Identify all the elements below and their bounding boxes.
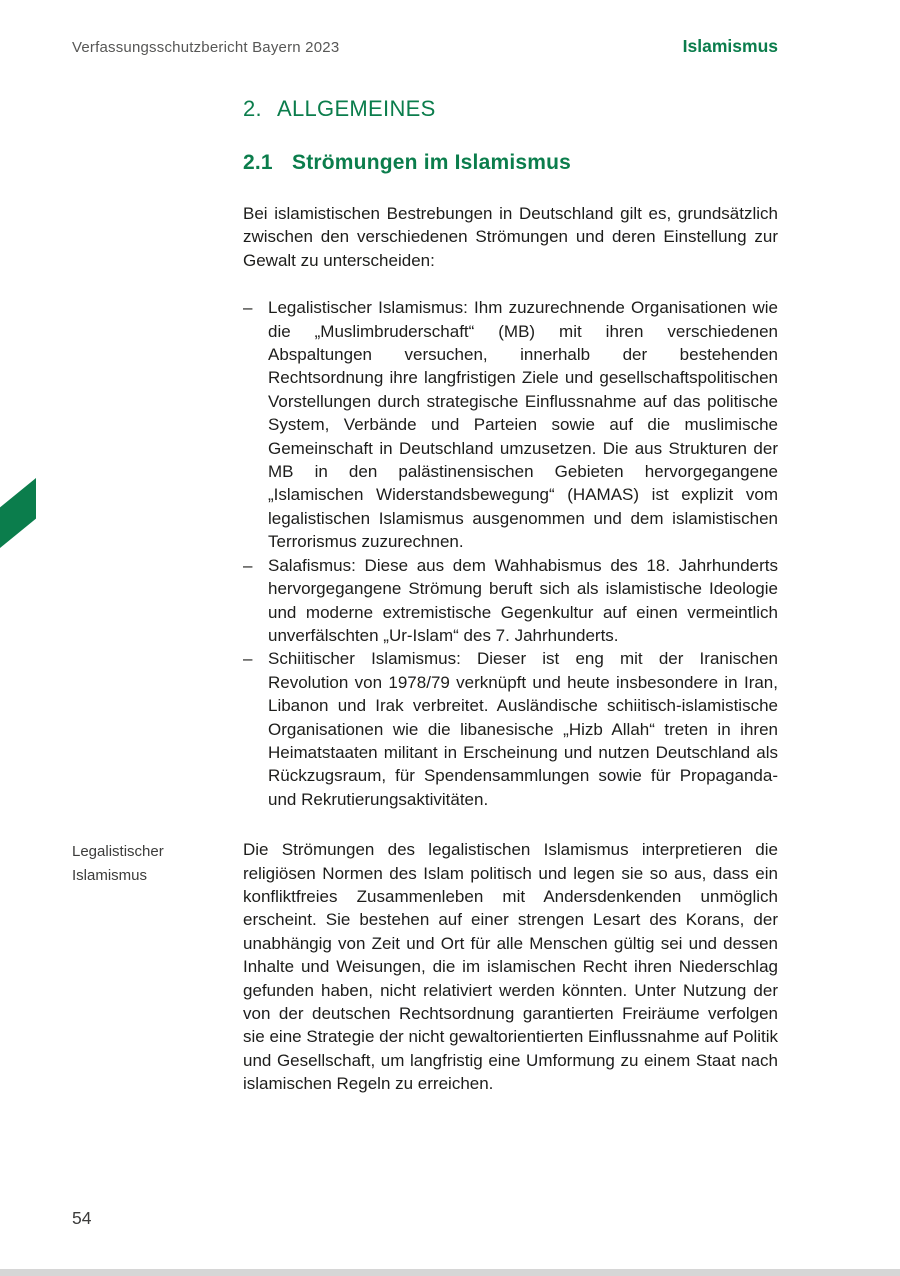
paragraph-block	[72, 838, 778, 1095]
green-triangle-decoration	[0, 478, 36, 548]
list-item	[243, 554, 778, 648]
section-heading	[243, 96, 778, 122]
body-paragraph: Die Strömungen des legalistischen Islamismus interpretieren die religiösen Normen des Islam politisch und legen sie so aus, dass ein konfliktfreies Zusammenleben mit Andersdenkenden unmöglich erscheint. Sie bestehen auf einer strengen Lesart des Korans, der unabhängig von Zeit und Ort für alle Menschen gültig sei und dessen Inhalte und Weisungen, die im islamischen Recht ihren Niederschlag gefunden haben, nicht relativiert werden könnten. Unter Nutzung der von der deutschen Rechtsordnung garantierten Freiräume verfolgen sie eine Strategie der nicht gewaltorientierten Einflussnahme auf Politik und Gesellschaft, um langfristig eine Umformung zu einem Staat nach islamischen Regeln zu erreichen.	[243, 840, 778, 1094]
list-item-text: Legalistischer Islamismus: Ihm zuzurechnende Organisationen wie die „Muslimbruderschaft“ (MB) mit ihren verschiedenen Abspaltungen versuchen, innerhalb der bestehenden Rechtsordnung ihre langfristigen Ziele und gesellschaftspolitischen Vorstellungen durch strategische Einflussnahme auf das politische System, Verbände und Parteien sowie auf die muslimische Gemeinschaft in Deutschland umzusetzen. Die aus Strukturen der MB in den palästinensischen Gebieten hervorgegangene „Islamischen Widerstandsbewegung“ (HAMAS) ist explizit vom legalistischen Islamismus ausgenommen und dem islamistischen Terrorismus zuzurechnen.	[268, 298, 778, 552]
list-item-marker: –	[243, 649, 253, 669]
list-item	[243, 647, 778, 811]
list-item-marker: –	[243, 298, 253, 318]
chapter-label: Islamismus	[682, 36, 778, 56]
subsection-heading	[243, 150, 778, 176]
stroemungen-list	[243, 296, 778, 811]
list-item-text: Salafismus: Diese aus dem Wahhabismus des 18. Jahrhunderts hervorgegangene Strömung beruft sich als islamistische Ideologie und moderne extremistische Gegenkultur auf einen vermeintlich unverfälschten „Ur-Islam“ des 7. Jahrhunderts.	[268, 555, 778, 645]
section-title: ALLGEMEINES	[277, 96, 436, 121]
subsection-number: 2.1	[243, 151, 273, 174]
list-item-text: Schiitischer Islamismus: Dieser ist eng mit der Iranischen Revolution von 1978/79 verknüpft und heute insbesondere in Iran, Libanon und Irak verbreitet. Ausländische schiitisch-islamistische Organisationen wie die libanesische „Hizb Allah“ treten in ihren Heimatstaaten militant in Erscheinung und nutzen Deutschland als Rückzugsraum, für Spendensammlungen sowie für Propaganda- und Rekrutierungsaktivitäten.	[268, 649, 778, 809]
list-item	[243, 296, 778, 553]
intro-paragraph: Bei islamistischen Bestrebungen in Deutschland gilt es, grundsätzlich zwischen den verschiedenen Strömungen und deren Einstellung zur Gewalt zu unterscheiden:	[243, 204, 778, 270]
document-header	[72, 36, 778, 57]
subsection-title: Strömungen im Islamismus	[292, 151, 572, 174]
section-number: 2.	[243, 96, 262, 121]
page-bottom-edge	[0, 1269, 900, 1276]
list-item-marker: –	[243, 555, 253, 575]
margin-note: Legalistischer Islamismus	[72, 843, 164, 885]
page-number: 54	[72, 1208, 92, 1228]
document-title: Verfassungsschutzbericht Bayern 2023	[72, 39, 340, 56]
main-text-column	[72, 96, 778, 1096]
